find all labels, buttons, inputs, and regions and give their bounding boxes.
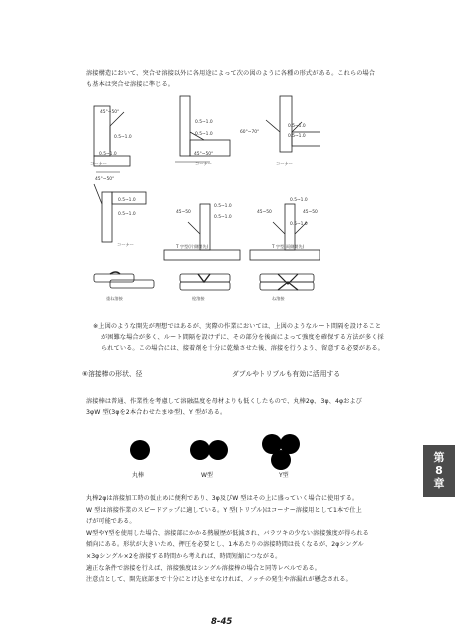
y-rod-shape-bottom — [271, 450, 291, 470]
dim-a-1: 0.5~1.0 — [114, 135, 132, 140]
rod-cross-sections — [120, 432, 320, 472]
usage-line-3: げが可能である。 — [86, 518, 136, 526]
lap-joint — [94, 272, 154, 288]
usage-line-1: 丸棒2φは溶接加工時の仮止めに便利であり、3φ及びW 型はその上に盛っていく場合に使用する。 — [86, 495, 359, 502]
dim-b-3: 0.5~1.0 — [288, 134, 306, 139]
caption-corner-4: コーナー — [117, 242, 134, 247]
caption-corner-1: コーナー — [90, 161, 107, 166]
rod-label-round: 丸棒 — [132, 472, 145, 479]
w-rod-shape-right — [208, 440, 228, 460]
dim-angle-2: 45°~50° — [194, 152, 214, 157]
dim-b-6: 0.5~1.0 — [290, 222, 308, 227]
dim-angle-6b: 45~50 — [303, 210, 318, 215]
dim-a-5: 0.5~1.0 — [214, 204, 232, 209]
intro-paragraph — [86, 68, 386, 90]
caption-other: ね溶接 — [272, 296, 285, 301]
usage-line-2: W 型は溶接作業のスピードアップに適している。Y 型(トリプル)はコーナー溶接用として1本で仕上 — [86, 506, 362, 514]
round-rod-shape — [130, 440, 150, 460]
dim-angle-1: 45°~50° — [100, 110, 120, 115]
dim-b-2: 0.5~1.0 — [195, 132, 213, 137]
caption-lap: 重ね溶接 — [106, 296, 123, 301]
note-line-1: ※上図のような開先が理想ではあるが、実際の作業においては、上図のようなルート間隔を設けること — [93, 323, 382, 330]
chapter-tab-line-2: 8 — [435, 464, 443, 477]
rod-usage-paragraph — [86, 493, 406, 586]
section-subheading: ダブルやトリプルも有効に活用する — [232, 370, 341, 378]
plug-joint — [180, 274, 230, 290]
rod-label-w: W型 — [201, 472, 213, 479]
dim-angle-4: 45°~50° — [95, 177, 115, 182]
usage-line-5: 傾向にある。形状が大きいため、押圧を必要とし、1本あたりの溶接時間は長くなるが、2φシングル — [86, 541, 364, 549]
dim-angle-6: 45~50 — [257, 210, 272, 215]
dim-angle-5: 45~50 — [176, 210, 191, 215]
rod-intro-line-1: 溶接棒は普通、作業性を考慮して溶融温度を母材よりも低くしたもので、丸棒2φ、3φ、4φおよび — [86, 398, 363, 405]
intro-line-1: 溶接構造において、突合せ溶接以外に各用途によって次の図のように各種の形式がある。これらの場合 — [86, 70, 376, 77]
page-number: 8-45 — [211, 617, 233, 627]
note-line-2: が困難な場合が多く、ルート間隔を設けずに、その部分を後面によって強度を確保する方法が多く採 — [101, 334, 384, 341]
usage-line-4: W型やY型を使用した場合、溶接部にかかる熱履歴が低減され、バラツキの少ない溶接強度が得られる — [86, 529, 369, 537]
caption-t-single: T 字型(片側開先) — [176, 244, 209, 249]
w-rod-shape-left — [190, 440, 210, 460]
dim-angle-3: 60°~70° — [240, 130, 260, 135]
section-heading: ⑥溶接棒の形状、径 — [82, 370, 143, 378]
other-joint — [260, 274, 314, 290]
dim-b-4: 0.5~1.0 — [118, 212, 136, 217]
rod-label-y: Y型 — [279, 472, 289, 479]
dim-a-2: 0.5~1.0 — [195, 120, 213, 125]
usage-line-6: ×3φシングル×2を溶接する時間から考えれば、時間短縮につながる。 — [86, 552, 282, 560]
note-line-3: られている。この場合には、接着剤を十分に乾燥させた後、溶接を行うよう、留意する必要がある。 — [101, 345, 384, 352]
dim-a-4: 0.5~1.0 — [118, 198, 136, 203]
dim-a-6: 0.5~1.0 — [290, 198, 308, 203]
dim-a-3: 0.5~1.0 — [288, 124, 306, 129]
caption-corner-3: コーナー — [276, 161, 293, 166]
intro-line-2: も基本は突合せ溶接に準じる。 — [86, 81, 175, 88]
caption-plug: 栓溶接 — [192, 296, 205, 301]
weld-joint-diagrams — [80, 92, 320, 312]
usage-line-8: 注意点として、開先底部まで十分にとけ込ませなければ、ノッチの発生や溶漏れが懸念される。 — [86, 576, 352, 584]
note-paragraph — [93, 321, 395, 354]
rod-intro-line-2: 3φW 型(3φを2本合わせたまゆ型)、Y 型がある。 — [86, 409, 227, 416]
dim-b-5: 0.5~1.0 — [214, 215, 232, 220]
chapter-tab-line-3: 章 — [433, 477, 445, 490]
usage-line-7: 適正な条件で溶接を行えば、溶接強度はシングル溶接棒の場合と同等レベルである。 — [86, 564, 321, 572]
rod-intro-paragraph — [86, 396, 406, 418]
caption-corner-2: コーナー — [195, 161, 212, 166]
caption-t-double: T 字型(両側開先) — [272, 244, 305, 249]
chapter-tab — [423, 445, 455, 497]
dim-b-1: 0.5~1.0 — [99, 152, 117, 157]
chapter-tab-line-1: 第 — [433, 451, 445, 464]
